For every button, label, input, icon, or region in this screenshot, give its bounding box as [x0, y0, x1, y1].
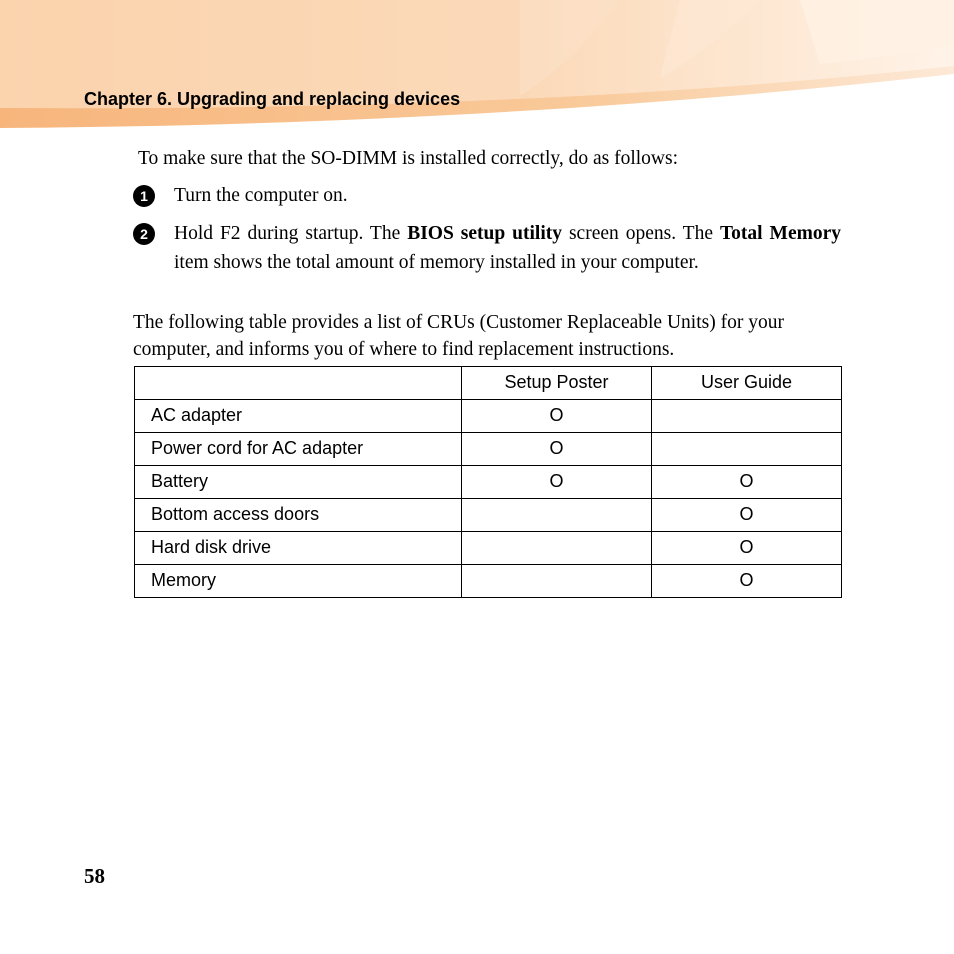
table-row [135, 466, 842, 499]
step-2 [133, 219, 841, 277]
setup-poster-cell: O [462, 466, 652, 499]
table-row [135, 433, 842, 466]
header-cell-user-guide: User Guide [652, 367, 842, 400]
chapter-header-band [0, 0, 954, 130]
page-number: 58 [84, 864, 105, 888]
step-text [174, 219, 841, 277]
total-memory-term: Total Memory [719, 223, 841, 244]
setup-poster-cell [462, 499, 652, 532]
user-guide-cell [652, 400, 842, 433]
cru-name-cell: Memory [135, 565, 462, 598]
setup-poster-cell: O [462, 400, 652, 433]
user-guide-cell: O [652, 499, 842, 532]
header-decoration [0, 0, 954, 130]
user-guide-cell [652, 433, 842, 466]
table-row [135, 565, 842, 598]
cru-name-cell: AC adapter [135, 400, 462, 433]
chapter-title: Chapter 6. Upgrading and replacing devices [84, 89, 461, 109]
cru-name-cell: Hard disk drive [135, 532, 462, 565]
table-row [135, 532, 842, 565]
step-number-badge: 1 [133, 185, 155, 207]
setup-poster-cell: O [462, 433, 652, 466]
step-1 [133, 181, 841, 210]
cru-table [134, 366, 842, 598]
user-guide-cell: O [652, 565, 842, 598]
step-text-part: Hold F2 during startup. The [174, 223, 408, 244]
bios-setup-utility-term: BIOS setup utility [407, 223, 562, 244]
header-cell [135, 367, 462, 400]
step-text-part: item shows the total amount of memory installed in your computer. [174, 252, 699, 273]
user-guide-cell: O [652, 532, 842, 565]
setup-poster-cell [462, 532, 652, 565]
setup-poster-cell [462, 565, 652, 598]
cru-name-cell: Power cord for AC adapter [135, 433, 462, 466]
intro-text: To make sure that the SO-DIMM is installed correctly, do as follows: [138, 148, 679, 169]
table-row [135, 499, 842, 532]
step-text: Turn the computer on. [174, 185, 348, 206]
step-text-part: screen opens. The [562, 223, 720, 244]
cru-name-cell: Bottom access doors [135, 499, 462, 532]
header-cell-setup-poster: Setup Poster [462, 367, 652, 400]
table-row [135, 400, 842, 433]
cru-name-cell: Battery [135, 466, 462, 499]
table-intro-text: The following table provides a list of CRUs (Customer Replaceable Units) for your computer, and informs you of where to find replacement instructions. [133, 312, 784, 360]
step-number-badge: 2 [133, 223, 155, 245]
table-header-row [135, 367, 842, 400]
user-guide-cell: O [652, 466, 842, 499]
